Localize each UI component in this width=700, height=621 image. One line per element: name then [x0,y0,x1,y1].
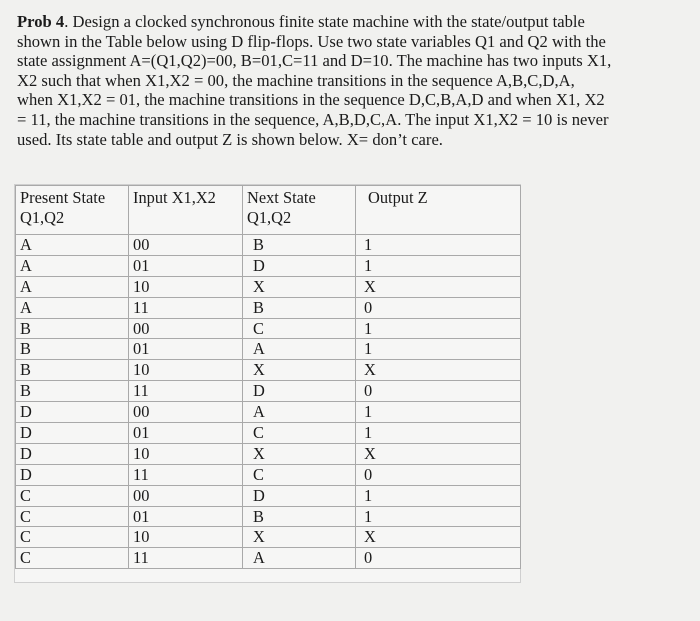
cell-next-state: B [243,297,356,318]
cell-output: 0 [356,297,521,318]
table-header-row [16,186,521,235]
problem-line: X2 such that when X1,X2 = 00, the machine transitions in the sequence A,B,C,D,A, [17,70,575,90]
cell-input: 10 [129,276,243,297]
cell-input: 11 [129,464,243,485]
cell-input: 11 [129,548,243,569]
problem-line: shown in the Table below using D flip-flops. Use two state variables Q1 and Q2 with the [17,31,606,51]
cell-input: 10 [129,360,243,381]
problem-line: = 11, the machine transitions in the sequence, A,B,D,C,A. The input X1,X2 = 10 is never [17,109,609,129]
problem-statement [17,12,687,149]
cell-present-state: D [16,443,129,464]
table-row [16,402,521,423]
cell-next-state: X [243,276,356,297]
header-input: Input X1,X2 [129,186,243,235]
cell-input: 10 [129,527,243,548]
header-output: Output Z [356,186,521,235]
cell-output: 0 [356,548,521,569]
cell-input: 00 [129,485,243,506]
table-row [16,506,521,527]
header-present-state: Present State Q1,Q2 [16,186,129,235]
cell-output: 0 [356,381,521,402]
cell-next-state: X [243,527,356,548]
cell-output: 0 [356,464,521,485]
table-row [16,318,521,339]
cell-output: X [356,527,521,548]
cell-output: X [356,443,521,464]
cell-input: 00 [129,402,243,423]
cell-next-state: D [243,381,356,402]
cell-input: 00 [129,318,243,339]
cell-present-state: A [16,255,129,276]
cell-next-state: C [243,318,356,339]
cell-next-state: C [243,423,356,444]
cell-present-state: B [16,360,129,381]
state-table-container [15,185,520,582]
cell-input: 01 [129,339,243,360]
cell-input: 10 [129,443,243,464]
table-row [16,276,521,297]
cell-next-state: D [243,485,356,506]
problem-line: when X1,X2 = 01, the machine transitions in the sequence D,C,B,A,D and when X1, X2 [17,90,605,110]
problem-line: used. Its state table and output Z is shown below. X= don’t care. [17,129,443,149]
cell-present-state: A [16,235,129,256]
cell-present-state: C [16,485,129,506]
cell-output: 1 [356,485,521,506]
cell-present-state: D [16,402,129,423]
table-row [16,339,521,360]
cell-next-state: A [243,548,356,569]
problem-line: state assignment A=(Q1,Q2)=00, B=01,C=11 and D=10. The machine has two inputs X1, [17,51,612,71]
cell-present-state: C [16,506,129,527]
cell-output: X [356,360,521,381]
cell-next-state: D [243,255,356,276]
cell-input: 01 [129,255,243,276]
table-row [16,255,521,276]
problem-line: Prob 4. Design a clocked synchronous finite state machine with the state/output table [17,12,585,31]
cell-input: 11 [129,297,243,318]
table-row [16,297,521,318]
cell-output: 1 [356,506,521,527]
cell-input: 01 [129,423,243,444]
header-next-state: Next State Q1,Q2 [243,186,356,235]
table-row [16,548,521,569]
table-row [16,381,521,402]
cell-output: 1 [356,402,521,423]
cell-next-state: X [243,443,356,464]
cell-next-state: C [243,464,356,485]
table-row [16,423,521,444]
problem-label: Prob 4 [17,12,65,31]
cell-present-state: D [16,423,129,444]
cell-output: 1 [356,318,521,339]
cell-present-state: B [16,381,129,402]
cell-output: 1 [356,339,521,360]
cell-present-state: A [16,276,129,297]
table-row [16,443,521,464]
cell-input: 00 [129,235,243,256]
cell-present-state: C [16,527,129,548]
cell-present-state: D [16,464,129,485]
table-row [16,527,521,548]
state-output-table [15,185,521,569]
cell-output: 1 [356,255,521,276]
table-row [16,360,521,381]
cell-present-state: C [16,548,129,569]
cell-output: 1 [356,235,521,256]
table-row [16,235,521,256]
cell-output: X [356,276,521,297]
cell-next-state: B [243,235,356,256]
cell-present-state: B [16,339,129,360]
cell-input: 01 [129,506,243,527]
table-body [16,235,521,569]
cell-next-state: A [243,339,356,360]
table-row [16,485,521,506]
cell-next-state: X [243,360,356,381]
table-row [16,464,521,485]
cell-output: 1 [356,423,521,444]
cell-input: 11 [129,381,243,402]
cell-next-state: B [243,506,356,527]
cell-present-state: B [16,318,129,339]
cell-present-state: A [16,297,129,318]
cell-next-state: A [243,402,356,423]
